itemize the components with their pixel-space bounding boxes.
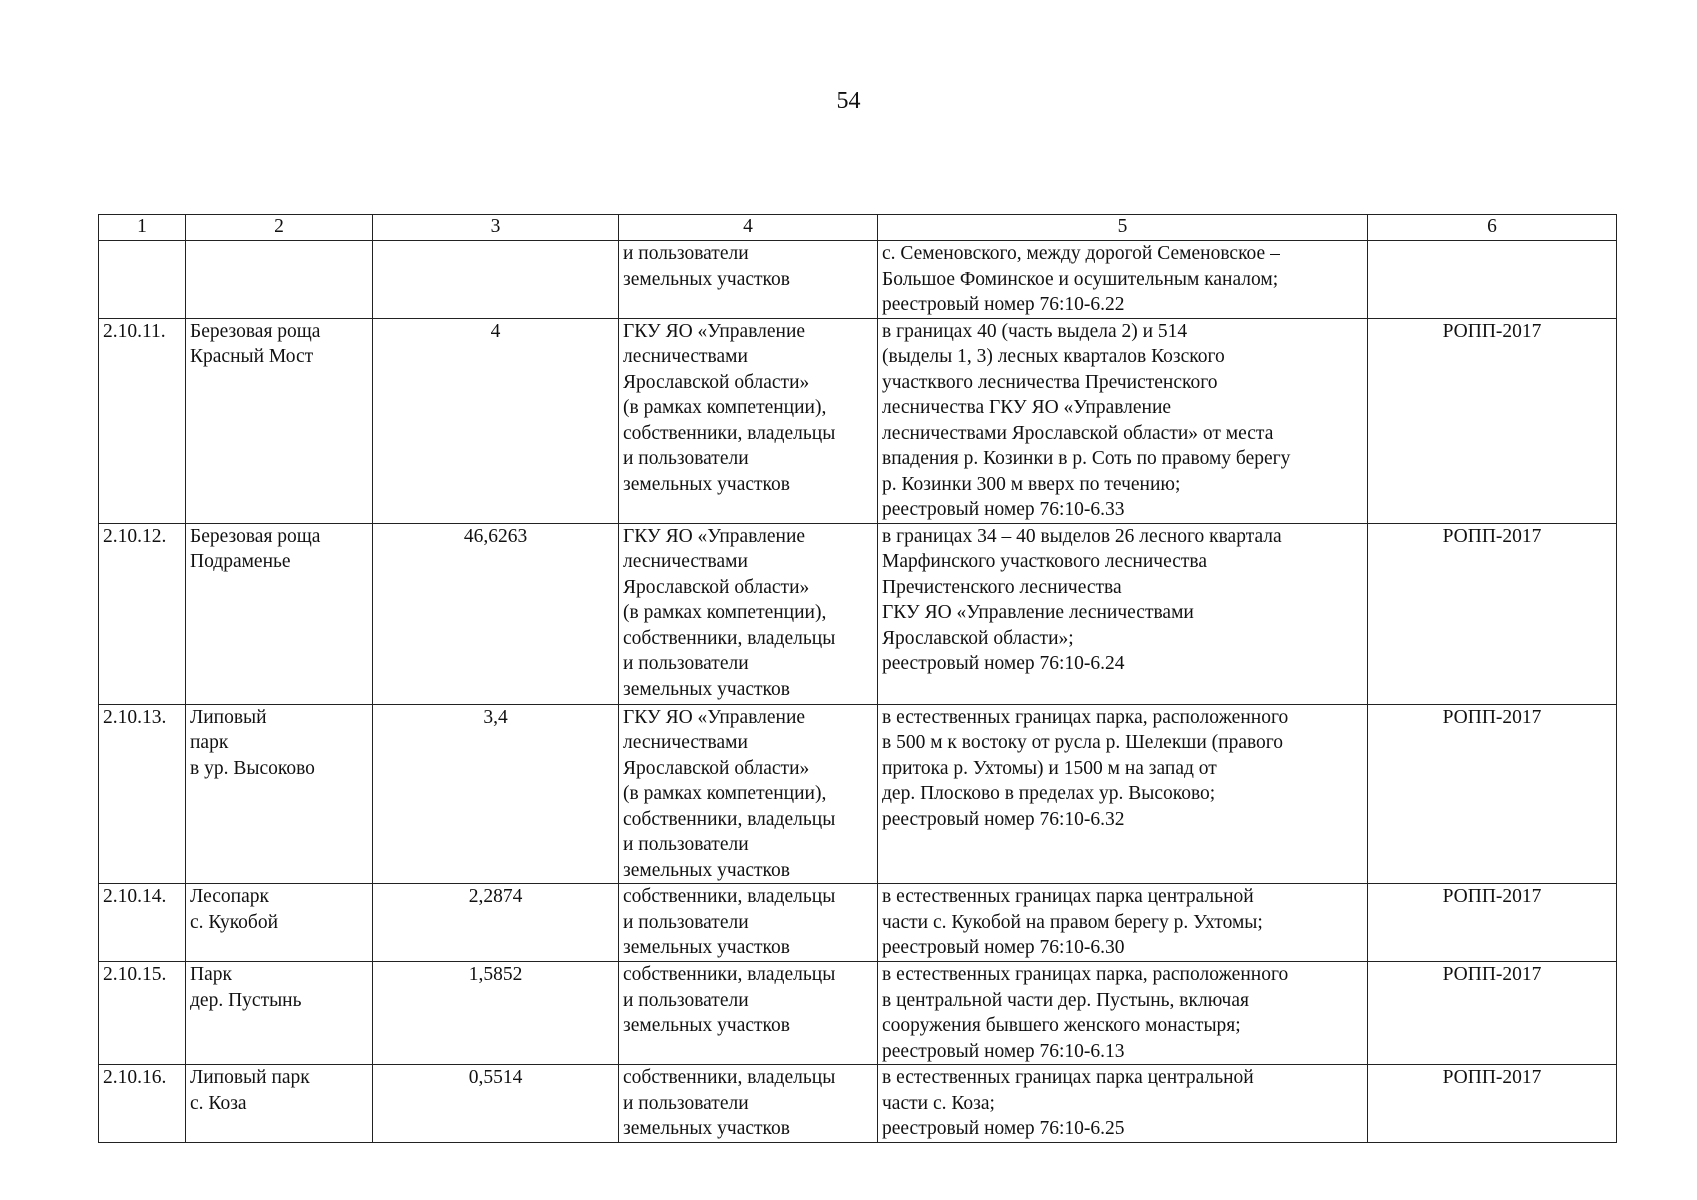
table-header-row bbox=[99, 215, 1617, 241]
cell-number: 2.10.11. bbox=[99, 318, 186, 523]
cell-owner: собственники, владельцы и пользователи земельных участков bbox=[619, 1065, 878, 1143]
cell-owner: собственники, владельцы и пользователи земельных участков bbox=[619, 962, 878, 1065]
cell-owner: собственники, владельцы и пользователи земельных участков bbox=[619, 884, 878, 962]
cell-basis: РОПП-2017 bbox=[1368, 1065, 1617, 1143]
column-header: 2 bbox=[186, 215, 373, 241]
table-row bbox=[99, 704, 1617, 884]
cell-owner: ГКУ ЯО «Управление лесничествами Ярославской области» (в рамках компетенции), собственники, владельцы и пользователи земельных участков bbox=[619, 704, 878, 884]
cell-area: 2,2874 bbox=[373, 884, 619, 962]
table-row bbox=[99, 884, 1617, 962]
cell-location: в естественных границах парка, расположенного в 500 м к востоку от русла р. Шелекши (правого притока р. Ухтомы) и 1500 м на запад от дер. Плосково в пределах ур. Высоково; реестровый номер 76:10-6.32 bbox=[878, 704, 1368, 884]
cell-location: в границах 40 (часть выдела 2) и 514 (выделы 1, 3) лесных кварталов Козского участквого лесничества Пречистенского лесничества ГКУ ЯО «Управление лесничествами Ярославской области» от места впадения р. Козинки в р. Соть по правому берегу р. Козинки 300 м вверх по течению; реестровый номер 76:10-6.33 bbox=[878, 318, 1368, 523]
table-row bbox=[99, 318, 1617, 523]
cell-name: Липовый парк с. Коза bbox=[186, 1065, 373, 1143]
column-header: 4 bbox=[619, 215, 878, 241]
column-header: 3 bbox=[373, 215, 619, 241]
table-row bbox=[99, 962, 1617, 1065]
cell-owner: ГКУ ЯО «Управление лесничествами Ярославской области» (в рамках компетенции), собственники, владельцы и пользователи земельных участков bbox=[619, 523, 878, 704]
cell-owner: ГКУ ЯО «Управление лесничествами Ярославской области» (в рамках компетенции), собственники, владельцы и пользователи земельных участков bbox=[619, 318, 878, 523]
cell-name bbox=[186, 241, 373, 319]
cell-location: в границах 34 – 40 выделов 26 лесного квартала Марфинского участкового лесничества Пречистенского лесничества ГКУ ЯО «Управление лесничествами Ярославской области»; реестровый номер 76:10-6.24 bbox=[878, 523, 1368, 704]
column-header: 5 bbox=[878, 215, 1368, 241]
cell-number: 2.10.12. bbox=[99, 523, 186, 704]
cell-name: Лесопарк с. Кукобой bbox=[186, 884, 373, 962]
table-row bbox=[99, 523, 1617, 704]
cell-name: Березовая роща Подраменье bbox=[186, 523, 373, 704]
cell-location: в естественных границах парка центральной части с. Коза; реестровый номер 76:10-6.25 bbox=[878, 1065, 1368, 1143]
cell-area: 4 bbox=[373, 318, 619, 523]
cell-basis: РОПП-2017 bbox=[1368, 704, 1617, 884]
cell-name: Парк дер. Пустынь bbox=[186, 962, 373, 1065]
column-header: 6 bbox=[1368, 215, 1617, 241]
cell-basis: РОПП-2017 bbox=[1368, 318, 1617, 523]
cell-number: 2.10.13. bbox=[99, 704, 186, 884]
cell-name: Липовый парк в ур. Высоково bbox=[186, 704, 373, 884]
cell-basis: РОПП-2017 bbox=[1368, 884, 1617, 962]
cell-location: в естественных границах парка, расположенного в центральной части дер. Пустынь, включая сооружения бывшего женского монастыря; реестровый номер 76:10-6.13 bbox=[878, 962, 1368, 1065]
cell-name: Березовая роща Красный Мост bbox=[186, 318, 373, 523]
cell-basis bbox=[1368, 241, 1617, 319]
cell-owner: и пользователи земельных участков bbox=[619, 241, 878, 319]
cell-location: с. Семеновского, между дорогой Семеновское – Большое Фоминское и осушительным каналом; реестровый номер 76:10-6.22 bbox=[878, 241, 1368, 319]
cell-location: в естественных границах парка центральной части с. Кукобой на правом берегу р. Ухтомы; реестровый номер 76:10-6.30 bbox=[878, 884, 1368, 962]
cell-area: 3,4 bbox=[373, 704, 619, 884]
column-header: 1 bbox=[99, 215, 186, 241]
cell-basis: РОПП-2017 bbox=[1368, 962, 1617, 1065]
cell-basis: РОПП-2017 bbox=[1368, 523, 1617, 704]
cell-area bbox=[373, 241, 619, 319]
cell-number: 2.10.14. bbox=[99, 884, 186, 962]
protected-areas-table bbox=[98, 214, 1617, 1143]
cell-area: 1,5852 bbox=[373, 962, 619, 1065]
cell-area: 46,6263 bbox=[373, 523, 619, 704]
cell-number: 2.10.15. bbox=[99, 962, 186, 1065]
page-number: 54 bbox=[836, 88, 861, 114]
cell-number bbox=[99, 241, 186, 319]
cell-area: 0,5514 bbox=[373, 1065, 619, 1143]
cell-number: 2.10.16. bbox=[99, 1065, 186, 1143]
table-row bbox=[99, 1065, 1617, 1143]
table-row bbox=[99, 241, 1617, 319]
